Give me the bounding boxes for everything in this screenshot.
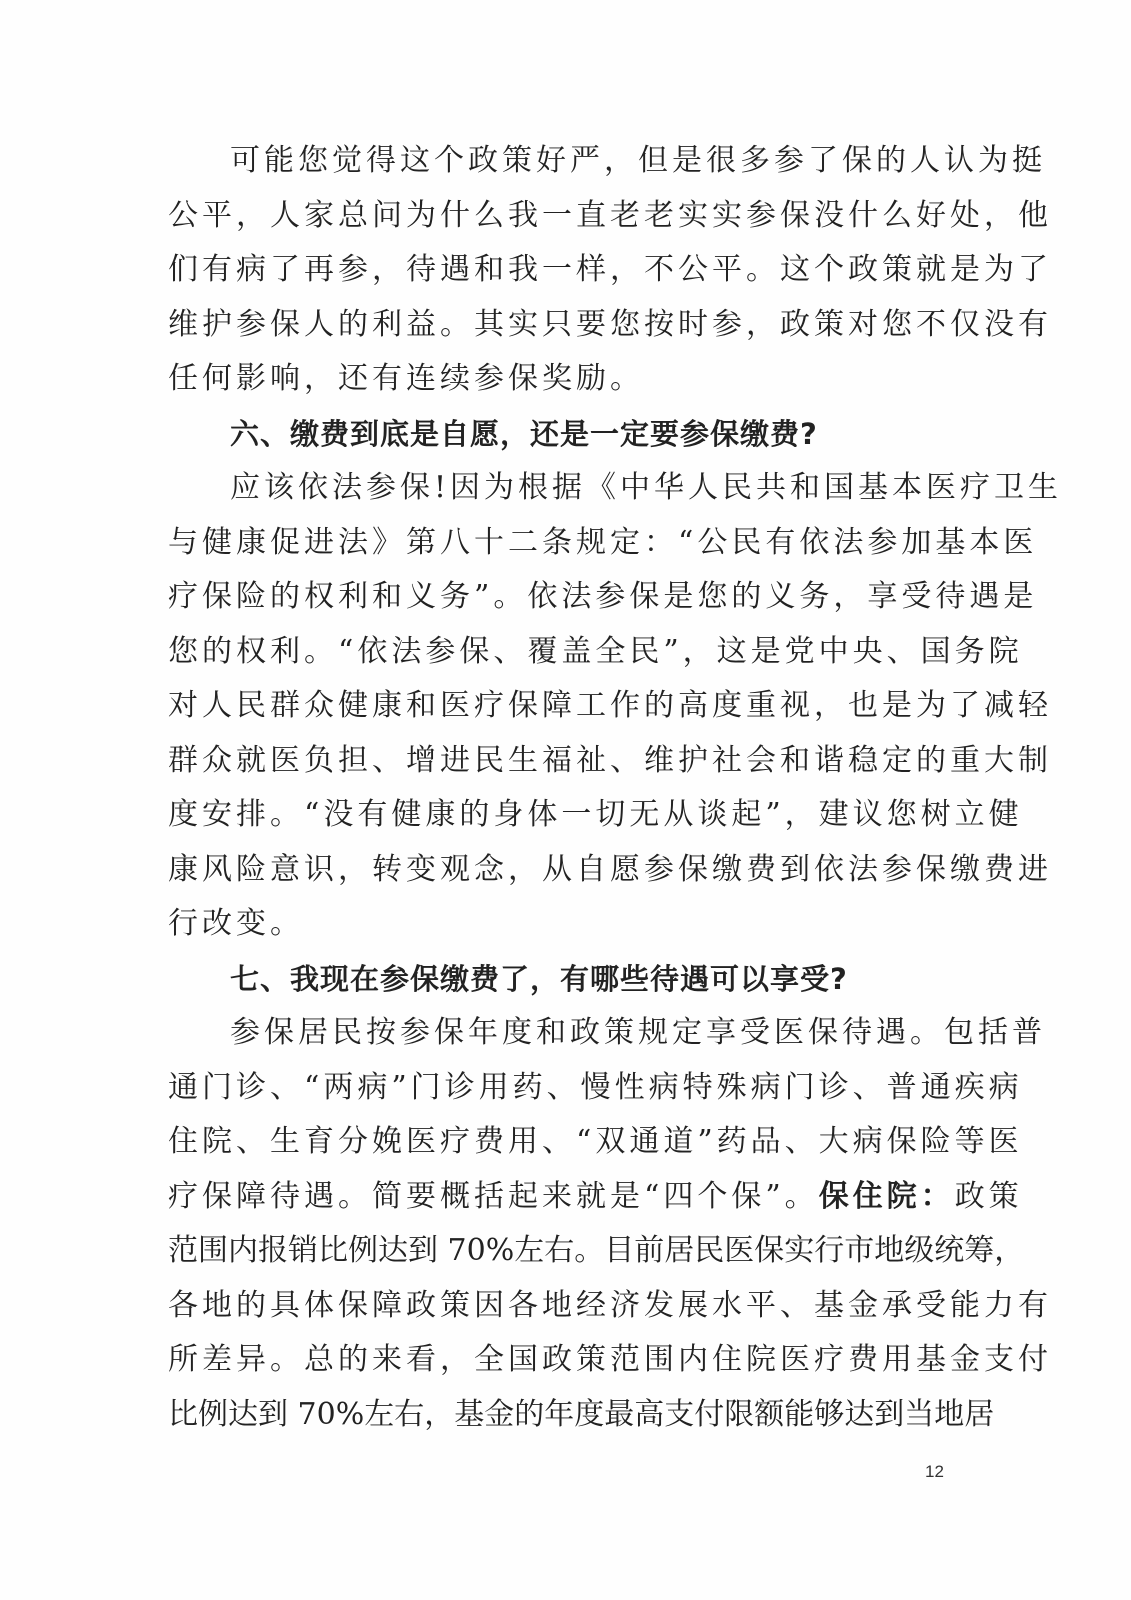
paragraph-line: 疗保险的权利和义务”。依法参保是您的义务，享受待遇是 [168, 579, 1038, 614]
paragraph-line: 参保居民按参保年度和政策规定享受医保待遇。包括普 [230, 1015, 1046, 1050]
paragraph-line: 应该依法参保!因为根据《中华人民共和国基本医疗卫生 [230, 470, 1063, 505]
bold-term: 保住院： [818, 1178, 955, 1214]
paragraph-line: 通门诊、“两病”门诊用药、慢性病特殊病门诊、普通疾病 [168, 1069, 1023, 1105]
paragraph-line: 行改变。 [168, 906, 304, 941]
paragraph-line: 们有病了再参，待遇和我一样，不公平。这个政策就是为了 [168, 252, 1052, 287]
section-heading-7: 七、我现在参保缴费了，有哪些待遇可以享受? [230, 961, 848, 996]
paragraph-text: 政策 [954, 1178, 1023, 1214]
paragraph-line: 对人民群众健康和医疗保障工作的高度重视，也是为了减轻 [168, 688, 1052, 723]
section-heading-6: 六、缴费到底是自愿，还是一定要参保缴费? [230, 416, 818, 451]
paragraph-line: 可能您觉得这个政策好严，但是很多参了保的人认为挺 [230, 143, 1046, 178]
paragraph-line: 范围内报销比例达到 70%左右。目前居民医保实行市地级统筹， [168, 1233, 1025, 1268]
paragraph-line: 您的权利。“依法参保、覆盖全民”，这是党中央、国务院 [168, 633, 1023, 669]
paragraph-line: 康风险意识，转变观念，从自愿参保缴费到依法参保缴费进 [168, 851, 1052, 887]
paragraph-text: 疗保障待遇。简要概括起来就是“四个保”。 [168, 1178, 819, 1214]
document-body [168, 134, 1063, 1442]
paragraph-line: 各地的具体保障政策因各地经济发展水平、基金承受能力有 [168, 1287, 1052, 1323]
paragraph-line: 维护参保人的利益。其实只要您按时参，政策对您不仅没有 [168, 306, 1052, 342]
paragraph-line-mixed [168, 1170, 1023, 1225]
paragraph-line: 住院、生育分娩医疗费用、“双通道”药品、大病保险等医 [168, 1124, 1023, 1159]
paragraph-line: 群众就医负担、增进民生福祉、维护社会和谐稳定的重大制 [168, 742, 1052, 778]
page-number: 12 [925, 1462, 944, 1481]
paragraph-line: 任何影响，还有连续参保奖励。 [168, 361, 644, 396]
paragraph-line: 比例达到 70%左右，基金的年度最高支付限额能够达到当地居 [168, 1396, 995, 1432]
paragraph-line: 所差异。总的来看，全国政策范围内住院医疗费用基金支付 [168, 1342, 1052, 1377]
paragraph-line: 与健康促进法》第八十二条规定：“公民有依法参加基本医 [168, 524, 1038, 560]
paragraph-line: 公平，人家总问为什么我一直老老实实参保没什么好处，他 [168, 197, 1052, 233]
paragraph-line: 度安排。“没有健康的身体一切无从谈起”，建议您树立健 [168, 797, 1023, 832]
